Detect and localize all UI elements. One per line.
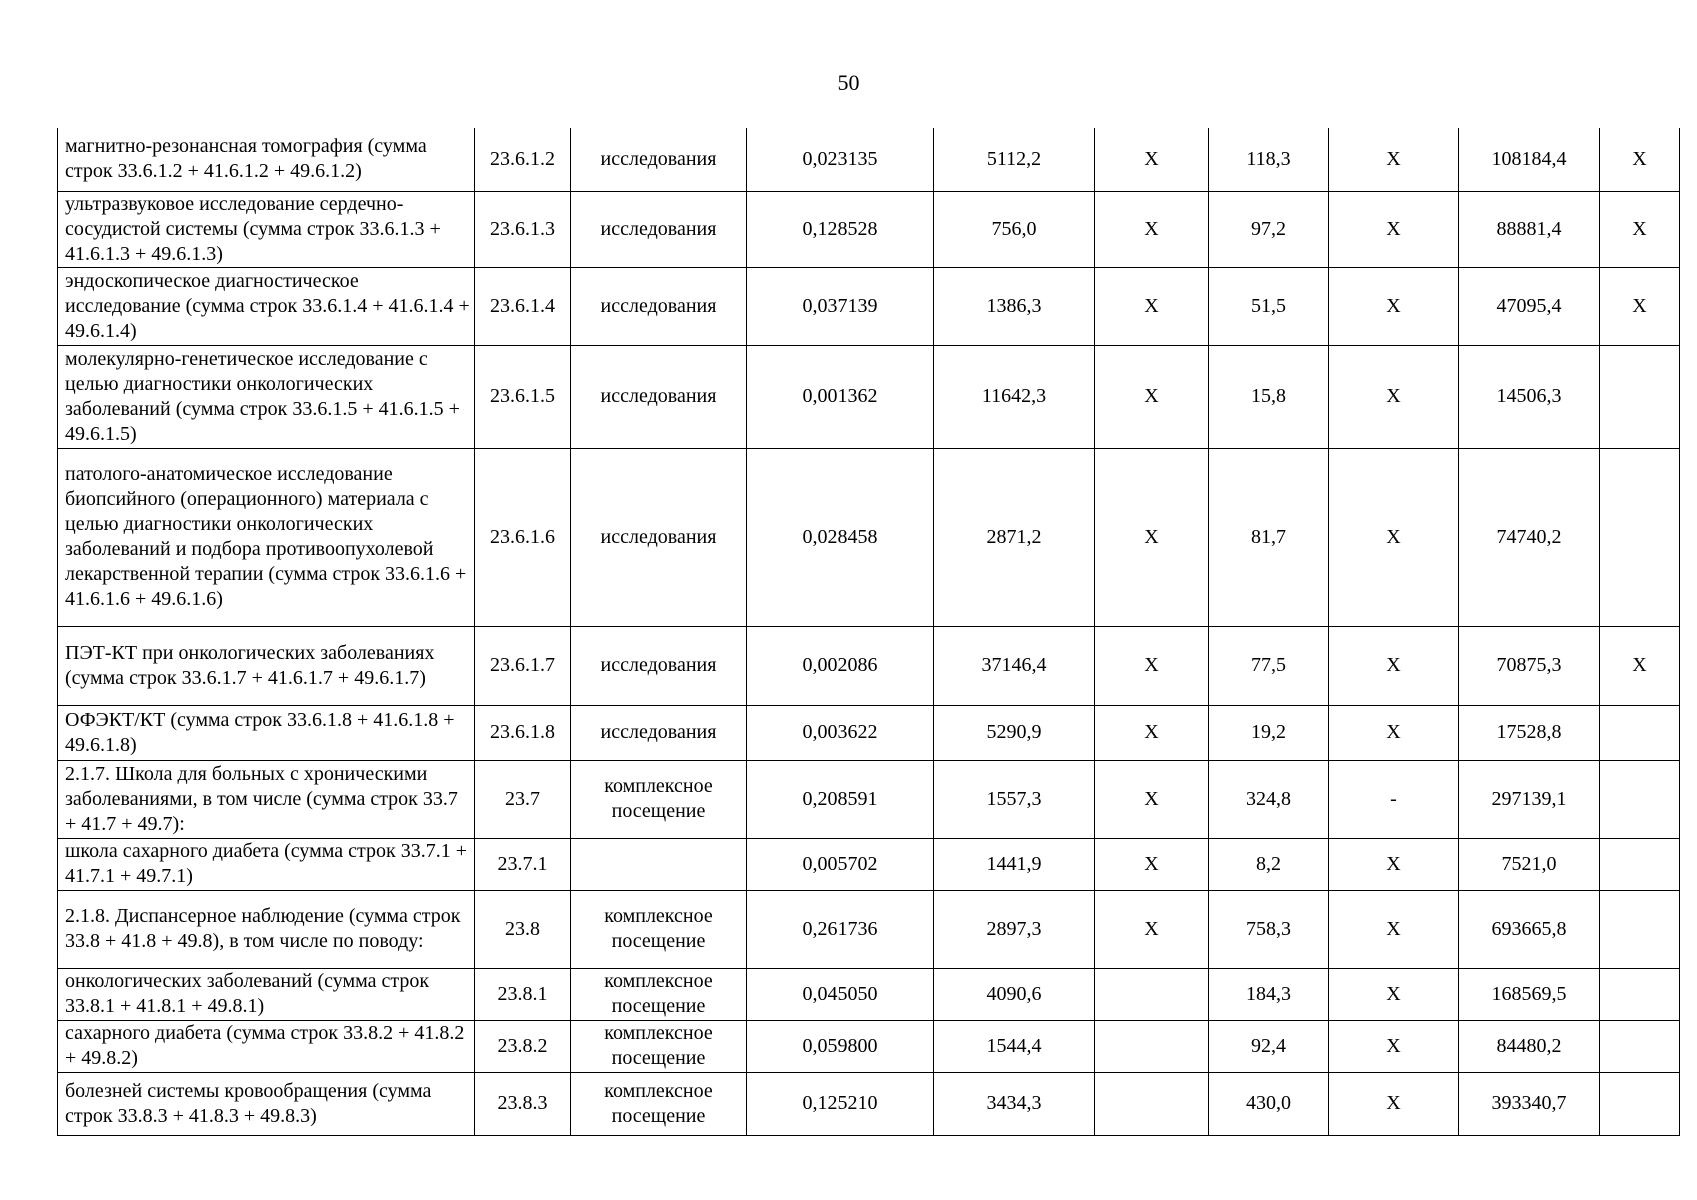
row-norm-cell: 0,002086 [747, 626, 934, 705]
row-col10-cell: X [1600, 267, 1680, 345]
row-unit-cell: комплексное посещение [571, 968, 747, 1020]
table-row [58, 626, 1680, 705]
row-col10-cell [1600, 890, 1680, 968]
row-name-cell: магнитно-резонансная томография (сумма строк 33.6.1.2 + 41.6.1.2 + 49.6.1.2) [58, 128, 475, 191]
row-norm-cell: 0,045050 [747, 968, 934, 1020]
row-cost-cell: 1441,9 [934, 838, 1095, 890]
row-col10-cell [1600, 838, 1680, 890]
row-col8-cell: X [1329, 705, 1459, 760]
row-code-cell: 23.6.1.4 [475, 267, 571, 345]
row-name-cell: ПЭТ-КТ при онкологических заболеваниях (сумма строк 33.6.1.7 + 41.6.1.7 + 49.6.1.7) [58, 626, 475, 705]
table-row [58, 968, 1680, 1020]
row-col10-cell [1600, 1072, 1680, 1135]
row-col6-cell [1095, 968, 1209, 1020]
row-cost-cell: 1386,3 [934, 267, 1095, 345]
row-col8-cell: X [1329, 838, 1459, 890]
row-cost-cell: 2897,3 [934, 890, 1095, 968]
row-col8-cell: X [1329, 1020, 1459, 1072]
row-code-cell: 23.6.1.7 [475, 626, 571, 705]
row-col6-cell: X [1095, 267, 1209, 345]
row-col8-cell: X [1329, 191, 1459, 267]
row-norm-cell: 0,028458 [747, 448, 934, 626]
row-unit-cell: комплексное посещение [571, 1020, 747, 1072]
row-col9-cell: 84480,2 [1459, 1020, 1600, 1072]
row-col8-cell: X [1329, 890, 1459, 968]
row-col6-cell: X [1095, 345, 1209, 448]
row-cost-cell: 3434,3 [934, 1072, 1095, 1135]
row-col6-cell [1095, 1020, 1209, 1072]
row-code-cell: 23.6.1.5 [475, 345, 571, 448]
row-name-cell: эндоскопическое диагностическое исследование (сумма строк 33.6.1.4 + 41.6.1.4 + 49.6.1.4) [58, 267, 475, 345]
row-cost-cell: 1544,4 [934, 1020, 1095, 1072]
row-col9-cell: 47095,4 [1459, 267, 1600, 345]
row-norm-cell: 0,037139 [747, 267, 934, 345]
row-name-cell: ультразвуковое исследование сердечно-сосудистой системы (сумма строк 33.6.1.3 + 41.6.1.3 + 49.6.1.3) [58, 191, 475, 267]
row-col7-cell: 97,2 [1209, 191, 1329, 267]
table-row [58, 1072, 1680, 1135]
row-norm-cell: 0,001362 [747, 345, 934, 448]
row-col9-cell: 693665,8 [1459, 890, 1600, 968]
row-cost-cell: 2871,2 [934, 448, 1095, 626]
table-row [58, 345, 1680, 448]
row-col7-cell: 324,8 [1209, 760, 1329, 838]
row-col6-cell [1095, 1072, 1209, 1135]
services-table [57, 128, 1680, 1136]
row-unit-cell: комплексное посещение [571, 760, 747, 838]
row-col10-cell [1600, 705, 1680, 760]
table-row [58, 128, 1680, 191]
row-code-cell: 23.8 [475, 890, 571, 968]
row-norm-cell: 0,059800 [747, 1020, 934, 1072]
row-norm-cell: 0,128528 [747, 191, 934, 267]
row-name-cell: 2.1.7. Школа для больных с хроническими заболеваниями, в том числе (сумма строк 33.7 + 41.7 + 49.7): [58, 760, 475, 838]
row-col8-cell: - [1329, 760, 1459, 838]
row-col7-cell: 51,5 [1209, 267, 1329, 345]
row-code-cell: 23.6.1.3 [475, 191, 571, 267]
row-code-cell: 23.7.1 [475, 838, 571, 890]
row-code-cell: 23.6.1.2 [475, 128, 571, 191]
row-col6-cell: X [1095, 705, 1209, 760]
row-unit-cell: исследования [571, 626, 747, 705]
row-col9-cell: 70875,3 [1459, 626, 1600, 705]
row-unit-cell: исследования [571, 705, 747, 760]
row-col10-cell [1600, 448, 1680, 626]
row-name-cell: молекулярно-генетическое исследование с целью диагностики онкологических заболеваний (сумма строк 33.6.1.5 + 41.6.1.5 + 49.6.1.5) [58, 345, 475, 448]
row-col7-cell: 15,8 [1209, 345, 1329, 448]
row-code-cell: 23.6.1.6 [475, 448, 571, 626]
row-col9-cell: 74740,2 [1459, 448, 1600, 626]
row-col6-cell: X [1095, 191, 1209, 267]
row-name-cell: сахарного диабета (сумма строк 33.8.2 + 41.8.2 + 49.8.2) [58, 1020, 475, 1072]
row-col8-cell: X [1329, 1072, 1459, 1135]
row-col7-cell: 430,0 [1209, 1072, 1329, 1135]
row-norm-cell: 0,125210 [747, 1072, 934, 1135]
row-col7-cell: 118,3 [1209, 128, 1329, 191]
row-col10-cell: X [1600, 626, 1680, 705]
row-col8-cell: X [1329, 626, 1459, 705]
row-name-cell: ОФЭКТ/КТ (сумма строк 33.6.1.8 + 41.6.1.8 + 49.6.1.8) [58, 705, 475, 760]
row-col10-cell [1600, 1020, 1680, 1072]
row-col9-cell: 17528,8 [1459, 705, 1600, 760]
table-row [58, 191, 1680, 267]
table-row [58, 760, 1680, 838]
row-name-cell: онкологических заболеваний (сумма строк 33.8.1 + 41.8.1 + 49.8.1) [58, 968, 475, 1020]
table-row [58, 890, 1680, 968]
table-row [58, 1020, 1680, 1072]
row-norm-cell: 0,005702 [747, 838, 934, 890]
row-cost-cell: 1557,3 [934, 760, 1095, 838]
row-code-cell: 23.7 [475, 760, 571, 838]
row-col6-cell: X [1095, 890, 1209, 968]
row-unit-cell: исследования [571, 128, 747, 191]
row-unit-cell: исследования [571, 448, 747, 626]
row-cost-cell: 5112,2 [934, 128, 1095, 191]
row-norm-cell: 0,003622 [747, 705, 934, 760]
row-col9-cell: 108184,4 [1459, 128, 1600, 191]
table-row [58, 448, 1680, 626]
row-col10-cell: X [1600, 191, 1680, 267]
row-cost-cell: 37146,4 [934, 626, 1095, 705]
table-row [58, 838, 1680, 890]
row-col9-cell: 7521,0 [1459, 838, 1600, 890]
row-code-cell: 23.8.3 [475, 1072, 571, 1135]
row-col6-cell: X [1095, 760, 1209, 838]
row-col6-cell: X [1095, 838, 1209, 890]
row-col8-cell: X [1329, 968, 1459, 1020]
row-col7-cell: 758,3 [1209, 890, 1329, 968]
row-col7-cell: 92,4 [1209, 1020, 1329, 1072]
row-norm-cell: 0,261736 [747, 890, 934, 968]
page-number: 50 [837, 70, 860, 95]
row-unit-cell: комплексное посещение [571, 1072, 747, 1135]
row-col7-cell: 8,2 [1209, 838, 1329, 890]
row-col9-cell: 168569,5 [1459, 968, 1600, 1020]
row-col8-cell: X [1329, 345, 1459, 448]
row-col9-cell: 88881,4 [1459, 191, 1600, 267]
row-norm-cell: 0,208591 [747, 760, 934, 838]
row-col9-cell: 14506,3 [1459, 345, 1600, 448]
row-unit-cell: исследования [571, 267, 747, 345]
row-cost-cell: 11642,3 [934, 345, 1095, 448]
row-col9-cell: 297139,1 [1459, 760, 1600, 838]
row-col8-cell: X [1329, 128, 1459, 191]
row-unit-cell: исследования [571, 191, 747, 267]
row-unit-cell [571, 838, 747, 890]
row-col7-cell: 77,5 [1209, 626, 1329, 705]
row-name-cell: школа сахарного диабета (сумма строк 33.7.1 + 41.7.1 + 49.7.1) [58, 838, 475, 890]
row-norm-cell: 0,023135 [747, 128, 934, 191]
row-col10-cell [1600, 968, 1680, 1020]
row-col7-cell: 184,3 [1209, 968, 1329, 1020]
row-code-cell: 23.8.2 [475, 1020, 571, 1072]
row-col7-cell: 19,2 [1209, 705, 1329, 760]
row-col6-cell: X [1095, 448, 1209, 626]
row-name-cell: патолого-анатомическое исследование биопсийного (операционного) материала с целью диагностики онкологических заболеваний и подбора противоопухолевой лекарственной терапии (сумма строк 33.6.1.6 + 41.6.1.6 + 49.6.1.6) [58, 448, 475, 626]
row-name-cell: болезней системы кровообращения (сумма строк 33.8.3 + 41.8.3 + 49.8.3) [58, 1072, 475, 1135]
row-col6-cell: X [1095, 626, 1209, 705]
row-col8-cell: X [1329, 267, 1459, 345]
row-col10-cell: X [1600, 128, 1680, 191]
row-name-cell: 2.1.8. Диспансерное наблюдение (сумма строк 33.8 + 41.8 + 49.8), в том числе по поводу: [58, 890, 475, 968]
row-unit-cell: комплексное посещение [571, 890, 747, 968]
row-col6-cell: X [1095, 128, 1209, 191]
table-row [58, 705, 1680, 760]
row-cost-cell: 4090,6 [934, 968, 1095, 1020]
row-cost-cell: 756,0 [934, 191, 1095, 267]
row-col9-cell: 393340,7 [1459, 1072, 1600, 1135]
row-col7-cell: 81,7 [1209, 448, 1329, 626]
row-unit-cell: исследования [571, 345, 747, 448]
row-code-cell: 23.8.1 [475, 968, 571, 1020]
table-row [58, 267, 1680, 345]
table-body [58, 128, 1680, 1135]
row-cost-cell: 5290,9 [934, 705, 1095, 760]
row-code-cell: 23.6.1.8 [475, 705, 571, 760]
row-col10-cell [1600, 345, 1680, 448]
row-col8-cell: X [1329, 448, 1459, 626]
row-col10-cell [1600, 760, 1680, 838]
